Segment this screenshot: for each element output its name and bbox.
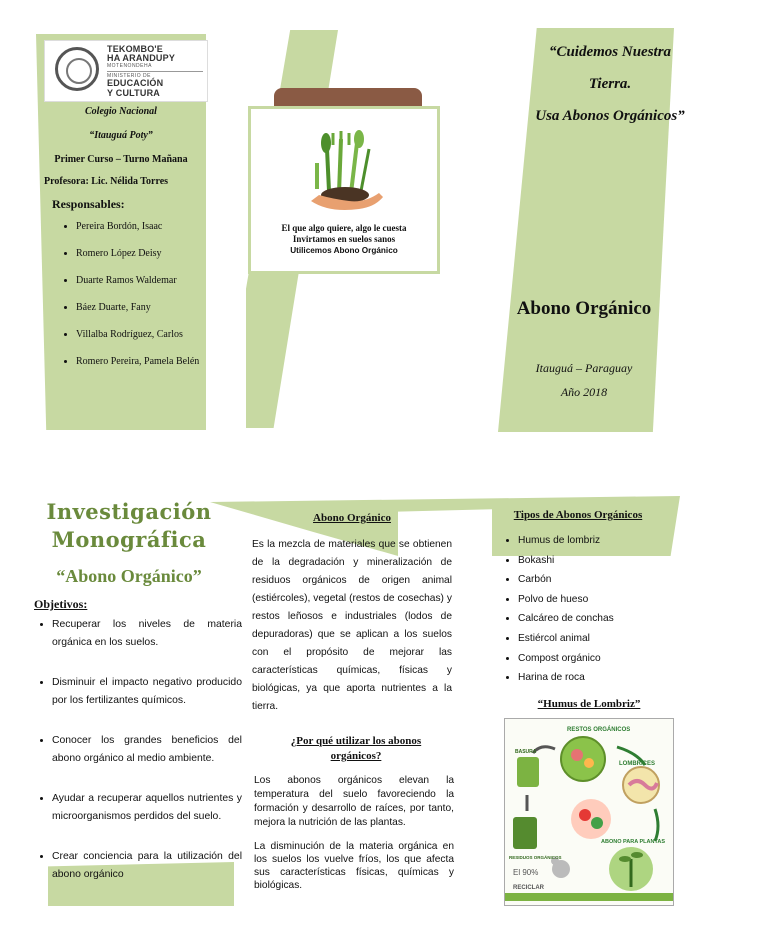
list-item: • Duarte Ramos Waldemar — [76, 274, 218, 288]
course-line: Primer Curso – Turno Mañana — [54, 154, 188, 165]
why-paragraph-1: Los abonos orgánicos elevan la temperatura del suelo favoreciendo la formación y desarrollo de raíces, por tanto, mejora la nutrición de las plantas. — [254, 775, 454, 828]
investigation-title — [40, 498, 218, 554]
list-item: • Conocer los grandes beneficios del abono orgánico al medio ambiente. — [52, 732, 242, 768]
quote-line1: “Cuidemos Nuestra — [548, 44, 672, 60]
responsables-list — [64, 220, 218, 382]
list-item: • Humus de lombriz — [518, 531, 688, 551]
cover-title: Abono Orgánico — [516, 298, 652, 319]
national-seal-icon — [55, 47, 99, 91]
list-item: • Crear conciencia para la utilización del abono orgánico — [52, 848, 242, 884]
ministry-logo-text — [107, 45, 203, 98]
cover-place-date — [504, 356, 664, 404]
list-item: • Estiércol animal — [518, 629, 688, 649]
abono-section-title: Abono Orgánico — [313, 512, 391, 524]
logo-line2: HA ARANDUPY — [107, 53, 176, 64]
label-percent: El 90% — [513, 868, 539, 877]
list-item: • Bokashi — [518, 551, 688, 571]
cover-year: Año 2018 — [560, 385, 608, 399]
quote-line3: Usa Abonos Orgánicos” — [535, 108, 685, 124]
label-residuos: RESIDUOS ORGÁNICOS — [509, 855, 562, 860]
responsables-title: Responsables: — [52, 197, 125, 211]
quote-line2: Tierra. — [588, 76, 632, 92]
list-item: • Calcáreo de conchas — [518, 609, 688, 629]
cover-place: Itauguá – Paraguay — [535, 361, 633, 375]
slogan-line1: El que algo quiere, algo le cuesta — [281, 223, 407, 233]
investigation-subtitle: “Abono Orgánico” — [56, 566, 202, 586]
list-item: • Romero Pereira, Pamela Belén — [76, 355, 218, 369]
list-item: • Villalba Rodríguez, Carlos — [76, 328, 218, 342]
label-restos-organicos: RESTOS ORGÁNICOS — [567, 727, 631, 733]
slogan-line2: Invirtamos en suelos sanos — [292, 234, 396, 244]
school-name: Colegio Nacional — [85, 106, 157, 117]
label-basura: BASURA — [515, 749, 537, 755]
logo-line6: Y CULTURA — [107, 87, 160, 98]
objectives-title: Objetivos: — [34, 597, 88, 611]
list-item: • Pereira Bordón, Isaac — [76, 220, 218, 234]
list-item: • Compost orgánico — [518, 649, 688, 669]
list-item: • Recuperar los niveles de materia orgánica en los suelos. — [52, 616, 242, 652]
logo-line4: MINISTERIO DE — [107, 73, 152, 80]
label-reciclar: RECICLAR — [513, 885, 544, 891]
logo-line1: TEKOMBO'E — [107, 44, 163, 54]
objectives-list — [36, 616, 242, 906]
humus-cycle-graphic — [505, 719, 673, 905]
logo-line3: MOTENONDEHA — [107, 62, 152, 69]
list-item: • Polvo de hueso — [518, 590, 688, 610]
list-item: • Carbón — [518, 570, 688, 590]
why-section-title: ¿Por qué utilizar los abonos orgánicos? — [290, 735, 422, 762]
slogan-card — [248, 106, 440, 274]
humus-cycle-infographic — [504, 718, 674, 906]
abono-definition: Es la mezcla de materiales que se obtienen de la degradación y mineralización de residuos orgánicos de origen animal (estiércoles), vegetal (restos de cosechas) y restos leñosos e industriales (lodos de depuradoras) que se aplican a los suelos con el propósito de mejorar las características químicas, físicas y biológicas, ya que aporta nutrientes a la tierra. — [252, 539, 452, 712]
hands-photo — [274, 88, 422, 108]
hand-with-plants-icon — [299, 127, 391, 219]
list-item: • Disminuir el impacto negativo producido por los fertilizantes químicos. — [52, 674, 242, 710]
school-motto: “Itauguá Poty” — [89, 130, 153, 141]
investigation-title-line1: Investigación — [46, 499, 212, 524]
why-paragraph-2: La disminución de la materia orgánica en los suelos los vuelve fríos, los que afecta sus características físicas, químicas y biológicas. — [254, 841, 454, 891]
cover-quote — [510, 36, 710, 132]
list-item: • Ayudar a recuperar aquellos nutrientes y microorganismos perdidos del suelo. — [52, 790, 242, 826]
investigation-title-line2: Monográfica — [51, 527, 207, 552]
label-lombrices: LOMBRICES — [619, 761, 655, 767]
list-item: • Harina de roca — [518, 668, 688, 688]
list-item: • Romero López Deisy — [76, 247, 218, 261]
types-list — [504, 531, 688, 688]
label-abono-plantas: ABONO PARA PLANTAS — [601, 839, 666, 845]
slogan-text — [251, 223, 437, 256]
teacher-line: Profesora: Lic. Nélida Torres — [44, 176, 169, 187]
types-section-title: Tipos de Abonos Orgánicos — [513, 509, 643, 521]
ministry-logo — [44, 40, 208, 102]
humus-title: “Humus de Lombriz” — [537, 698, 641, 710]
list-item: • Báez Duarte, Fany — [76, 301, 218, 315]
slogan-line3: Utilicemos Abono Orgánico — [290, 246, 398, 255]
logo-line5: EDUCACIÓN — [107, 78, 164, 89]
